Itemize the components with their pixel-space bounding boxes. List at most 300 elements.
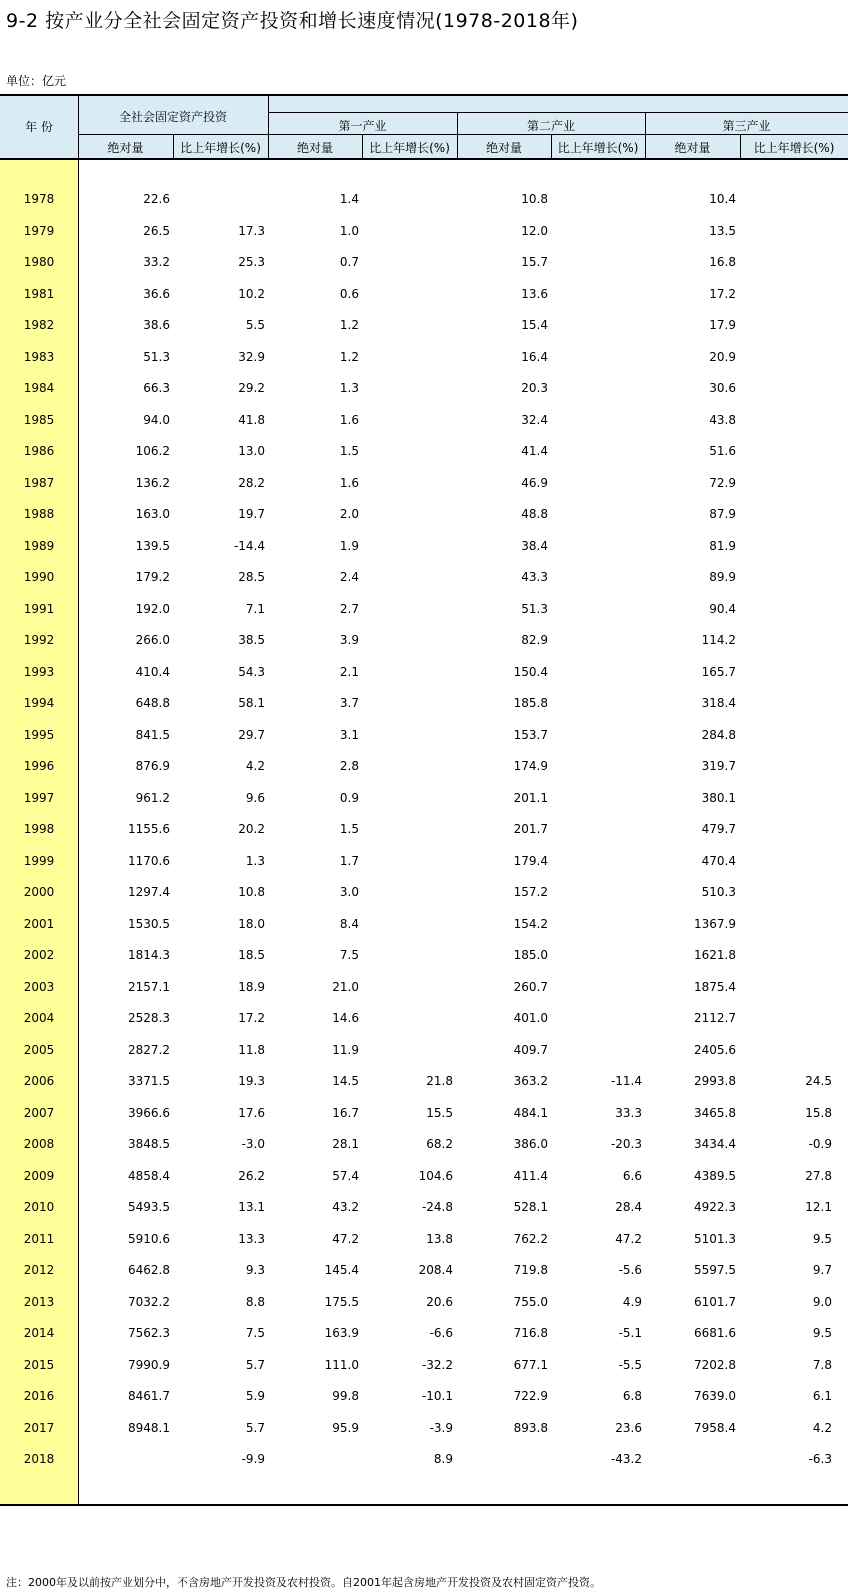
table-row <box>0 1380 848 1411</box>
table-row <box>0 215 848 246</box>
tertiary-absolute: 13.5 <box>709 223 736 238</box>
secondary-absolute: 16.4 <box>521 349 548 364</box>
secondary-absolute: 15.4 <box>521 318 548 332</box>
primary-absolute: 7.5 <box>339 948 359 962</box>
header-year: 年 份 <box>25 120 53 134</box>
table-row <box>0 309 848 340</box>
primary-absolute: 95.9 <box>332 1420 359 1435</box>
secondary-growth: 33.3 <box>615 1105 642 1120</box>
total-absolute: 1170.6 <box>128 853 170 868</box>
tertiary-absolute: 114.2 <box>701 633 736 647</box>
primary-absolute: 175.5 <box>324 1294 359 1309</box>
primary-absolute: 11.9 <box>332 1042 359 1057</box>
primary-absolute: 3.7 <box>339 696 359 710</box>
tertiary-absolute: 51.6 <box>709 444 736 458</box>
total-absolute: 33.2 <box>143 255 170 269</box>
tertiary-absolute: 165.7 <box>701 664 736 679</box>
secondary-growth: 6.8 <box>622 1389 642 1403</box>
tertiary-growth: 7.8 <box>812 1357 832 1372</box>
tertiary-growth: -6.3 <box>808 1452 832 1466</box>
total-growth: 7.5 <box>245 1326 265 1340</box>
row-year: 1984 <box>23 381 55 395</box>
tertiary-growth: 9.7 <box>812 1263 832 1277</box>
secondary-growth: 47.2 <box>615 1231 642 1246</box>
row-year: 2008 <box>23 1137 55 1151</box>
total-growth: 1.3 <box>245 853 265 868</box>
primary-absolute: 1.4 <box>339 192 359 206</box>
secondary-growth: 28.4 <box>615 1200 642 1214</box>
table-row <box>0 750 848 781</box>
row-year: 1980 <box>23 255 55 269</box>
table-row <box>0 624 848 655</box>
table-row <box>0 939 848 970</box>
total-absolute: 4858.4 <box>128 1168 170 1183</box>
primary-growth: 13.8 <box>426 1231 453 1246</box>
total-growth: 20.2 <box>238 822 265 836</box>
total-absolute: 2528.3 <box>128 1011 170 1025</box>
secondary-absolute: 386.0 <box>513 1137 548 1151</box>
row-year: 2015 <box>23 1357 55 1372</box>
row-year: 2013 <box>23 1294 55 1309</box>
table-row <box>0 183 848 214</box>
row-year: 2014 <box>23 1326 55 1340</box>
total-growth: -9.9 <box>241 1452 265 1466</box>
tertiary-growth: 24.5 <box>805 1074 832 1088</box>
secondary-absolute: 179.4 <box>513 853 548 868</box>
primary-absolute: 43.2 <box>332 1200 359 1214</box>
total-growth: 17.2 <box>238 1011 265 1025</box>
primary-absolute: 16.7 <box>332 1105 359 1120</box>
primary-absolute: 2.0 <box>339 507 359 521</box>
primary-absolute: 1.6 <box>339 412 359 427</box>
primary-growth: -10.1 <box>421 1389 453 1403</box>
total-absolute: 1814.3 <box>128 948 170 962</box>
total-absolute: 1155.6 <box>128 822 170 836</box>
table-row <box>0 1065 848 1096</box>
header-secondary: 第二产业 <box>526 119 575 133</box>
table-row <box>0 908 848 939</box>
tertiary-absolute: 30.6 <box>709 381 736 395</box>
tertiary-absolute: 20.9 <box>709 349 736 364</box>
tertiary-absolute: 319.7 <box>701 759 736 773</box>
row-year: 2000 <box>23 885 55 899</box>
header-total-absolute: 绝对量 <box>107 141 144 155</box>
total-growth: 19.7 <box>238 507 265 521</box>
secondary-absolute: 12.0 <box>521 223 548 238</box>
secondary-absolute: 38.4 <box>521 538 548 553</box>
table-row <box>0 1317 848 1348</box>
total-growth: 28.5 <box>238 570 265 584</box>
secondary-absolute: 716.8 <box>513 1326 548 1340</box>
total-growth: 13.0 <box>238 444 265 458</box>
row-year: 1995 <box>23 727 55 742</box>
primary-absolute: 1.0 <box>339 223 359 238</box>
secondary-growth: 23.6 <box>615 1420 642 1435</box>
secondary-absolute: 150.4 <box>513 664 548 679</box>
secondary-absolute: 260.7 <box>513 979 548 994</box>
tertiary-absolute: 3465.8 <box>694 1105 736 1120</box>
total-absolute: 1297.4 <box>128 885 170 899</box>
table-row <box>0 498 848 529</box>
primary-absolute: 1.3 <box>339 381 359 395</box>
secondary-absolute: 755.0 <box>513 1294 548 1309</box>
row-year: 1989 <box>23 538 55 553</box>
total-absolute: 841.5 <box>135 727 170 742</box>
table-bottom-rule <box>0 1504 848 1506</box>
total-growth: 13.3 <box>238 1231 265 1246</box>
table-row <box>0 719 848 750</box>
primary-absolute: 2.4 <box>339 570 359 584</box>
secondary-absolute: 82.9 <box>521 633 548 647</box>
secondary-absolute: 722.9 <box>513 1389 548 1403</box>
tertiary-growth: 4.2 <box>812 1420 832 1435</box>
tertiary-absolute: 380.1 <box>701 790 736 805</box>
total-absolute: 5910.6 <box>128 1231 170 1246</box>
secondary-absolute: 153.7 <box>513 727 548 742</box>
primary-absolute: 163.9 <box>324 1326 359 1340</box>
total-absolute: 192.0 <box>135 601 170 616</box>
tertiary-absolute: 5597.5 <box>694 1263 736 1277</box>
table-row <box>0 341 848 372</box>
row-year: 2007 <box>23 1105 55 1120</box>
header-tertiary-absolute: 绝对量 <box>674 141 711 155</box>
primary-growth: -6.6 <box>429 1326 453 1340</box>
total-growth: 9.6 <box>245 790 265 805</box>
total-growth: 19.3 <box>238 1074 265 1088</box>
tertiary-absolute: 6681.6 <box>694 1326 736 1340</box>
secondary-growth: 4.9 <box>622 1294 642 1309</box>
secondary-absolute: 32.4 <box>521 412 548 427</box>
tertiary-absolute: 4389.5 <box>694 1168 736 1183</box>
secondary-absolute: 20.3 <box>521 381 548 395</box>
tertiary-absolute: 81.9 <box>709 538 736 553</box>
row-year: 1982 <box>23 318 55 332</box>
table-row <box>0 1160 848 1191</box>
secondary-growth: -5.6 <box>618 1263 642 1277</box>
total-growth: 58.1 <box>238 696 265 710</box>
total-growth: 7.1 <box>245 601 265 616</box>
row-year: 2003 <box>23 979 55 994</box>
tertiary-absolute: 87.9 <box>709 507 736 521</box>
total-growth: 17.6 <box>238 1105 265 1120</box>
row-year: 2018 <box>23 1452 55 1466</box>
total-absolute: 7032.2 <box>128 1294 170 1309</box>
primary-absolute: 145.4 <box>324 1263 359 1277</box>
total-growth: 17.3 <box>238 223 265 238</box>
row-year: 1997 <box>23 790 55 805</box>
header-tertiary-growth: 比上年增长(%) <box>753 141 835 155</box>
primary-growth: -32.2 <box>421 1357 453 1372</box>
secondary-growth: 6.6 <box>622 1168 642 1183</box>
tertiary-absolute: 10.4 <box>709 192 736 206</box>
secondary-absolute: 719.8 <box>513 1263 548 1277</box>
row-year: 1988 <box>23 507 55 521</box>
table-row <box>0 845 848 876</box>
total-growth: 25.3 <box>238 255 265 269</box>
tertiary-absolute: 17.2 <box>709 286 736 301</box>
row-year: 2004 <box>23 1011 55 1025</box>
total-absolute: 3371.5 <box>128 1074 170 1088</box>
row-year: 2009 <box>23 1168 55 1183</box>
tertiary-absolute: 16.8 <box>709 255 736 269</box>
row-year: 1986 <box>23 444 55 458</box>
row-year: 1999 <box>23 853 55 868</box>
primary-growth: 15.5 <box>426 1105 453 1120</box>
secondary-absolute: 185.0 <box>513 948 548 962</box>
secondary-absolute: 51.3 <box>521 601 548 616</box>
total-absolute: 179.2 <box>135 570 170 584</box>
row-year: 2002 <box>23 948 55 962</box>
row-year: 2001 <box>23 916 55 931</box>
tertiary-growth: -0.9 <box>808 1137 832 1151</box>
total-absolute: 1530.5 <box>128 916 170 931</box>
total-absolute: 648.8 <box>135 696 170 710</box>
secondary-absolute: 46.9 <box>521 475 548 490</box>
table-row <box>0 1097 848 1128</box>
secondary-growth: -20.3 <box>610 1137 642 1151</box>
footnote: 注：2000年及以前按产业划分中，不含房地产开发投资及农村投资。自2001年起含房地产开发投资及农村固定资产投资。 <box>6 1576 601 1589</box>
secondary-absolute: 893.8 <box>513 1420 548 1435</box>
primary-absolute: 1.9 <box>339 538 359 553</box>
table-row <box>0 1349 848 1380</box>
secondary-absolute: 484.1 <box>513 1105 548 1120</box>
tertiary-absolute: 1621.8 <box>694 948 736 962</box>
tertiary-absolute: 5101.3 <box>694 1231 736 1246</box>
row-year: 1994 <box>23 696 55 710</box>
tertiary-absolute: 510.3 <box>701 885 736 899</box>
secondary-absolute: 41.4 <box>521 444 548 458</box>
table-row <box>0 656 848 687</box>
table-row <box>0 782 848 813</box>
row-year: 1993 <box>23 664 55 679</box>
header-secondary-absolute: 绝对量 <box>485 141 522 155</box>
total-absolute: 51.3 <box>143 349 170 364</box>
total-growth: 5.5 <box>245 318 265 332</box>
table-row <box>0 813 848 844</box>
total-absolute: 136.2 <box>135 475 170 490</box>
secondary-absolute: 201.1 <box>513 790 548 805</box>
row-year: 1996 <box>23 759 55 773</box>
tertiary-absolute: 2405.6 <box>694 1042 736 1057</box>
tertiary-absolute: 479.7 <box>701 822 736 836</box>
total-growth: 26.2 <box>238 1168 265 1183</box>
total-absolute: 6462.8 <box>128 1263 170 1277</box>
total-growth: 10.2 <box>238 286 265 301</box>
primary-absolute: 47.2 <box>332 1231 359 1246</box>
tertiary-absolute: 1875.4 <box>694 979 736 994</box>
tertiary-absolute: 72.9 <box>709 475 736 490</box>
tertiary-absolute: 1367.9 <box>694 916 736 931</box>
page-title: 9-2 按产业分全社会固定资产投资和增长速度情况(1978-2018年) <box>6 10 579 32</box>
row-year: 2011 <box>23 1231 55 1246</box>
secondary-growth: -43.2 <box>610 1452 642 1466</box>
total-growth: 5.9 <box>245 1389 265 1403</box>
tertiary-absolute: 7958.4 <box>694 1420 736 1435</box>
table-row <box>0 404 848 435</box>
total-growth: 54.3 <box>238 664 265 679</box>
tertiary-growth: 15.8 <box>805 1105 832 1120</box>
tertiary-absolute: 89.9 <box>709 570 736 584</box>
secondary-absolute: 363.2 <box>513 1074 548 1088</box>
tertiary-absolute: 3434.4 <box>694 1137 736 1151</box>
secondary-growth: -5.1 <box>618 1326 642 1340</box>
total-growth: 8.8 <box>245 1294 265 1309</box>
total-growth: 28.2 <box>238 475 265 490</box>
total-growth: -14.4 <box>233 538 265 553</box>
table-row <box>0 278 848 309</box>
table-header <box>0 94 848 160</box>
secondary-absolute: 411.4 <box>513 1168 548 1183</box>
table-row <box>0 435 848 466</box>
primary-growth: 20.6 <box>426 1294 453 1309</box>
tertiary-growth: 9.5 <box>812 1326 832 1340</box>
total-growth: 29.2 <box>238 381 265 395</box>
primary-absolute: 3.0 <box>339 885 359 899</box>
secondary-absolute: 401.0 <box>513 1011 548 1025</box>
primary-absolute: 2.1 <box>339 664 359 679</box>
secondary-absolute: 174.9 <box>513 759 548 773</box>
total-growth: 18.5 <box>238 948 265 962</box>
table-row <box>0 971 848 1002</box>
secondary-absolute: 677.1 <box>513 1357 548 1372</box>
table-row <box>0 1443 848 1474</box>
primary-growth: 208.4 <box>418 1263 453 1277</box>
tertiary-absolute: 4922.3 <box>694 1200 736 1214</box>
primary-growth: 104.6 <box>418 1168 453 1183</box>
row-year: 1983 <box>23 349 55 364</box>
primary-absolute: 57.4 <box>332 1168 359 1183</box>
secondary-growth: -5.5 <box>618 1357 642 1372</box>
tertiary-absolute: 6101.7 <box>694 1294 736 1309</box>
primary-absolute: 0.6 <box>339 286 359 301</box>
primary-absolute: 14.6 <box>332 1011 359 1025</box>
row-year: 2010 <box>23 1200 55 1214</box>
table-row <box>0 530 848 561</box>
primary-absolute: 3.1 <box>339 727 359 742</box>
row-year: 1987 <box>23 475 55 490</box>
table-row <box>0 1412 848 1443</box>
tertiary-growth: 6.1 <box>812 1389 832 1403</box>
secondary-absolute: 528.1 <box>513 1200 548 1214</box>
primary-absolute: 1.2 <box>339 318 359 332</box>
table-row <box>0 593 848 624</box>
total-absolute: 8461.7 <box>128 1389 170 1403</box>
tertiary-absolute: 2993.8 <box>694 1074 736 1088</box>
secondary-absolute: 15.7 <box>521 255 548 269</box>
header-secondary-growth: 比上年增长(%) <box>557 141 639 155</box>
total-growth: 5.7 <box>245 1357 265 1372</box>
primary-absolute: 1.5 <box>339 444 359 458</box>
row-year: 1979 <box>23 223 55 238</box>
total-growth: 32.9 <box>238 349 265 364</box>
secondary-absolute: 10.8 <box>521 192 548 206</box>
total-absolute: 7990.9 <box>128 1357 170 1372</box>
row-year: 2005 <box>23 1042 55 1057</box>
total-absolute: 410.4 <box>135 664 170 679</box>
primary-absolute: 99.8 <box>332 1389 359 1403</box>
tertiary-absolute: 90.4 <box>709 601 736 616</box>
row-year: 1985 <box>23 412 55 427</box>
tertiary-absolute: 318.4 <box>701 696 736 710</box>
row-year: 1990 <box>23 570 55 584</box>
primary-absolute: 1.2 <box>339 349 359 364</box>
total-growth: 13.1 <box>238 1200 265 1214</box>
header-primary-absolute: 绝对量 <box>296 141 333 155</box>
unit-label: 单位：亿元 <box>6 74 67 88</box>
primary-absolute: 2.8 <box>339 759 359 773</box>
primary-absolute: 3.9 <box>339 633 359 647</box>
total-absolute: 8948.1 <box>128 1420 170 1435</box>
secondary-absolute: 409.7 <box>513 1042 548 1057</box>
total-absolute: 36.6 <box>143 286 170 301</box>
primary-absolute: 2.7 <box>339 601 359 616</box>
total-growth: 9.3 <box>245 1263 265 1277</box>
secondary-absolute: 185.8 <box>513 696 548 710</box>
secondary-absolute: 13.6 <box>521 286 548 301</box>
total-growth: -3.0 <box>241 1137 265 1151</box>
primary-growth: 21.8 <box>426 1074 453 1088</box>
primary-absolute: 21.0 <box>332 979 359 994</box>
total-absolute: 266.0 <box>135 633 170 647</box>
secondary-absolute: 48.8 <box>521 507 548 521</box>
table-row <box>0 246 848 277</box>
total-absolute: 22.6 <box>143 192 170 206</box>
total-growth: 18.9 <box>238 979 265 994</box>
total-absolute: 139.5 <box>135 538 170 553</box>
tertiary-absolute: 7202.8 <box>694 1357 736 1372</box>
table-row <box>0 467 848 498</box>
tertiary-growth: 9.0 <box>812 1294 832 1309</box>
tertiary-growth: 12.1 <box>805 1200 832 1214</box>
tertiary-absolute: 43.8 <box>709 412 736 427</box>
table-row <box>0 1034 848 1065</box>
secondary-absolute: 154.2 <box>513 916 548 931</box>
secondary-absolute: 201.7 <box>513 822 548 836</box>
total-growth: 10.8 <box>238 885 265 899</box>
tertiary-growth: 27.8 <box>805 1168 832 1183</box>
total-growth: 41.8 <box>238 412 265 427</box>
primary-absolute: 28.1 <box>332 1137 359 1151</box>
primary-absolute: 0.7 <box>339 255 359 269</box>
primary-growth: -3.9 <box>429 1420 453 1435</box>
table-row <box>0 1191 848 1222</box>
total-growth: 18.0 <box>238 916 265 931</box>
primary-growth: 8.9 <box>433 1452 453 1466</box>
header-total-growth: 比上年增长(%) <box>180 141 261 155</box>
total-growth: 11.8 <box>238 1042 265 1057</box>
row-year: 2006 <box>23 1074 55 1088</box>
row-year: 2017 <box>23 1420 55 1435</box>
table-row <box>0 1286 848 1317</box>
tertiary-absolute: 284.8 <box>701 727 736 742</box>
row-year: 1981 <box>23 286 55 301</box>
total-growth: 5.7 <box>245 1420 265 1435</box>
total-absolute: 876.9 <box>135 759 170 773</box>
secondary-absolute: 157.2 <box>513 885 548 899</box>
primary-absolute: 1.6 <box>339 475 359 490</box>
row-year: 2016 <box>23 1389 55 1403</box>
table-row <box>0 1002 848 1033</box>
tertiary-absolute: 2112.7 <box>694 1011 736 1025</box>
total-absolute: 2827.2 <box>128 1042 170 1057</box>
header-divider <box>268 112 848 113</box>
total-absolute: 7562.3 <box>128 1326 170 1340</box>
table-row <box>0 561 848 592</box>
total-growth: 29.7 <box>238 727 265 742</box>
primary-absolute: 8.4 <box>339 916 359 931</box>
header-total: 全社会固定资产投资 <box>118 110 227 124</box>
total-absolute: 961.2 <box>135 790 170 805</box>
